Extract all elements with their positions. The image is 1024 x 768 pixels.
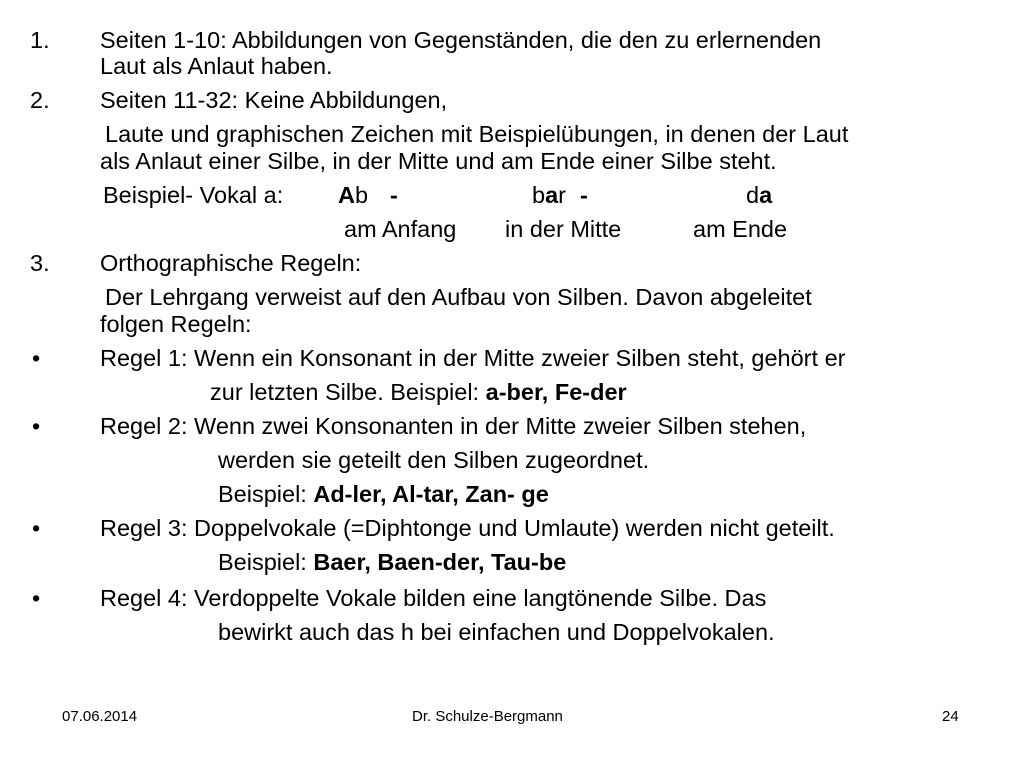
rule-4-line-2: bewirkt auch das h bei einfachen und Doppelvokalen. xyxy=(218,619,775,645)
rule-3-line-1: Regel 3: Doppelvokale (=Diphtonge und Umlaute) werden nicht geteilt. xyxy=(100,515,835,541)
example-word-3: da xyxy=(746,182,773,208)
item-3-number: 3. xyxy=(30,250,50,276)
rule-2-bullet: • xyxy=(32,413,41,439)
rule-2-line-2: werden sie geteilt den Silben zugeordnet. xyxy=(218,447,650,473)
rule-4-line-1: Regel 4: Verdoppelte Vokale bilden eine langtönende Silbe. Das xyxy=(100,585,767,611)
rule-2-line-1: Regel 2: Wenn zwei Konsonanten in der Mitte zweier Silben stehen, xyxy=(100,413,807,439)
rule-2-example: Ad-ler, Al-tar, Zan- ge xyxy=(313,481,549,507)
item-1-line-2: Laut als Anlaut haben. xyxy=(100,53,333,79)
example-dash-1: - xyxy=(390,182,398,208)
example-word-2: bar xyxy=(532,182,566,208)
rule-3-example: Baer, Baen-der, Tau-be xyxy=(313,549,567,575)
item-3-line-1: Orthographische Regeln: xyxy=(100,250,362,276)
position-label-end: am Ende xyxy=(693,216,788,242)
item-1-line-1: Seiten 1-10: Abbildungen von Gegenständen, die den zu erlernenden xyxy=(100,27,822,53)
item-2-line-3: als Anlaut einer Silbe, in der Mitte und am Ende einer Silbe steht. xyxy=(100,148,777,174)
rule-3-line-2: Beispiel: Baer, Baen-der, Tau-be xyxy=(218,549,567,575)
example-dash-2: - xyxy=(580,182,588,208)
footer-author: Dr. Schulze-Bergmann xyxy=(412,708,563,725)
rule-1-line-2: zur letzten Silbe. Beispiel: a-ber, Fe-der xyxy=(210,379,627,405)
item-3-line-3: folgen Regeln: xyxy=(100,311,252,337)
position-label-middle: in der Mitte xyxy=(505,216,622,242)
item-2-line-1: Seiten 11-32: Keine Abbildungen, xyxy=(100,87,448,113)
example-word-1: Ab xyxy=(338,182,369,208)
footer-date: 07.06.2014 xyxy=(62,708,138,725)
rule-4-bullet: • xyxy=(32,585,41,611)
rule-1-example: a-ber, Fe-der xyxy=(485,379,627,405)
footer-page-number: 24 xyxy=(942,708,959,725)
rule-1-bullet: • xyxy=(32,345,41,371)
rule-1-line-1: Regel 1: Wenn ein Konsonant in der Mitte zweier Silben steht, gehört er xyxy=(100,345,846,371)
rule-2-line-3: Beispiel: Ad-ler, Al-tar, Zan- ge xyxy=(218,481,549,507)
item-1-number: 1. xyxy=(30,27,50,53)
rule-3-bullet: • xyxy=(32,515,41,541)
item-3-line-2: Der Lehrgang verweist auf den Aufbau von Silben. Davon abgeleitet xyxy=(105,284,812,310)
item-2-number: 2. xyxy=(30,87,50,113)
item-2-line-2: Laute und graphischen Zeichen mit Beispielübungen, in denen der Laut xyxy=(105,121,849,147)
position-label-start: am Anfang xyxy=(344,216,457,242)
example-label: Beispiel- Vokal a: xyxy=(103,182,284,208)
